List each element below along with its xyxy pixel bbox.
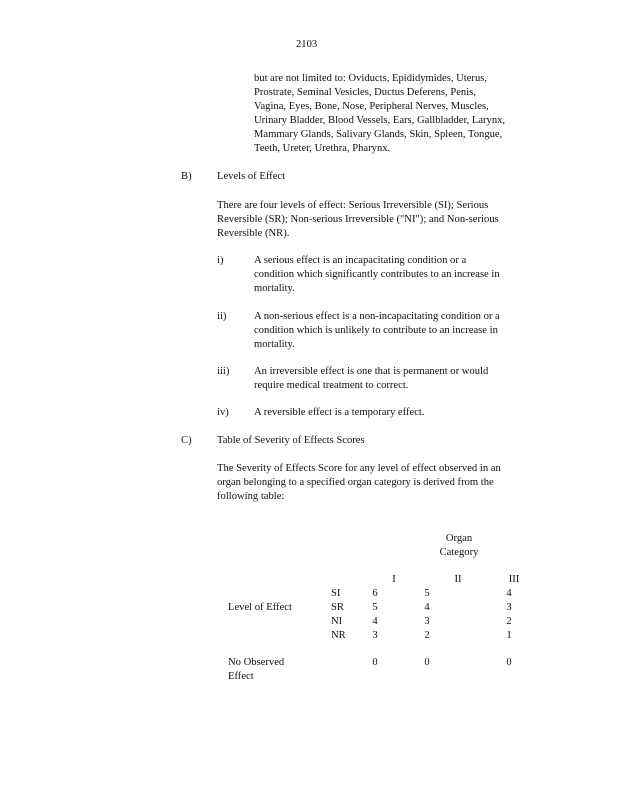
item-ii-text	[254, 310, 500, 352]
text-line: mortality.	[254, 283, 295, 294]
section-c-intro	[217, 462, 501, 504]
category-header-i: I	[392, 574, 396, 585]
row-group-label: Level of Effect	[228, 602, 292, 613]
text-line: A non-serious effect is a non-incapacitating condition or a	[254, 311, 500, 322]
label-line: No Observed	[228, 657, 285, 668]
table-header-organ-category	[428, 532, 490, 560]
text-line: organ belonging to a specified organ category is derived from the	[217, 477, 494, 488]
no-observed-effect-label	[228, 656, 284, 684]
level-code: NI	[331, 616, 343, 627]
score-cell: 3	[506, 602, 512, 613]
level-code: NR	[331, 630, 346, 641]
text-line: Vagina, Eyes, Bone, Nose, Peripheral Nerves, Muscles,	[254, 101, 489, 112]
text-line: following table:	[217, 491, 285, 502]
header-line: Organ	[445, 533, 473, 544]
level-code: SI	[331, 588, 341, 599]
text-line: Reversible (SR); Non-serious Irreversible ("NI"); and Non-serious	[217, 214, 499, 225]
score-cell: 4	[506, 588, 512, 599]
label-line: Effect	[228, 671, 254, 682]
score-cell: 5	[372, 602, 378, 613]
category-header-ii: II	[454, 574, 462, 585]
text-line: An irreversible effect is one that is permanent or would	[254, 366, 489, 377]
section-b-heading: Levels of Effect	[217, 171, 286, 182]
item-i-marker: i)	[217, 255, 224, 266]
no-effect-score-c: 0	[506, 657, 512, 668]
item-i-text	[254, 254, 500, 296]
text-line: Teeth, Ureter, Urethra, Pharynx.	[254, 143, 391, 154]
item-iii-marker: iii)	[217, 366, 230, 377]
score-cell: 4	[424, 602, 430, 613]
no-effect-score-b: 0	[424, 657, 430, 668]
section-c-marker: C)	[181, 435, 192, 446]
score-column-a	[362, 587, 388, 643]
text-line: require medical treatment to correct.	[254, 380, 409, 391]
continuation-paragraph	[254, 72, 505, 156]
header-line: Category	[439, 547, 479, 558]
text-line: There are four levels of effect: Serious Irreversible (SI); Serious	[217, 200, 489, 211]
score-cell: 1	[506, 630, 512, 641]
section-b-marker: B)	[181, 171, 192, 182]
text-line: Prostrate, Seminal Vesicles, Ductus Deferens, Penis,	[254, 87, 476, 98]
item-iv-text: A reversible effect is a temporary effect.	[254, 407, 425, 418]
page-number: 2103	[296, 39, 318, 50]
score-cell: 2	[506, 616, 512, 627]
section-b-intro	[217, 199, 499, 241]
text-line: Reversible (NR).	[217, 228, 290, 239]
text-line: Mammary Glands, Salivary Glands, Skin, Spleen, Tongue,	[254, 129, 503, 140]
text-line: condition which significantly contributes to an increase in	[254, 269, 500, 280]
score-cell: 5	[424, 588, 430, 599]
category-header-iii: III	[508, 574, 520, 585]
text-line: Urinary Bladder, Blood Vessels, Ears, Gallbladder, Larynx,	[254, 115, 506, 126]
score-cell: 3	[424, 616, 430, 627]
score-cell: 2	[424, 630, 430, 641]
item-iv-marker: iv)	[217, 407, 229, 418]
no-effect-score-a: 0	[372, 657, 378, 668]
item-ii-marker: ii)	[217, 311, 227, 322]
score-cell: 6	[372, 588, 378, 599]
text-line: but are not limited to: Oviducts, Epididymides, Uterus,	[254, 73, 488, 84]
score-column-b	[414, 587, 440, 643]
score-cell: 3	[372, 630, 378, 641]
item-iii-text	[254, 365, 488, 393]
section-c-heading: Table of Severity of Effects Scores	[217, 435, 365, 446]
text-line: mortality.	[254, 339, 295, 350]
score-column-c	[496, 587, 522, 643]
level-codes	[331, 587, 346, 643]
text-line: The Severity of Effects Score for any level of effect observed in an	[217, 463, 501, 474]
text-line: A serious effect is an incapacitating condition or a	[254, 255, 467, 266]
level-code: SR	[331, 602, 344, 613]
score-cell: 4	[372, 616, 378, 627]
text-line: condition which is unlikely to contribute to an increase in	[254, 325, 498, 336]
